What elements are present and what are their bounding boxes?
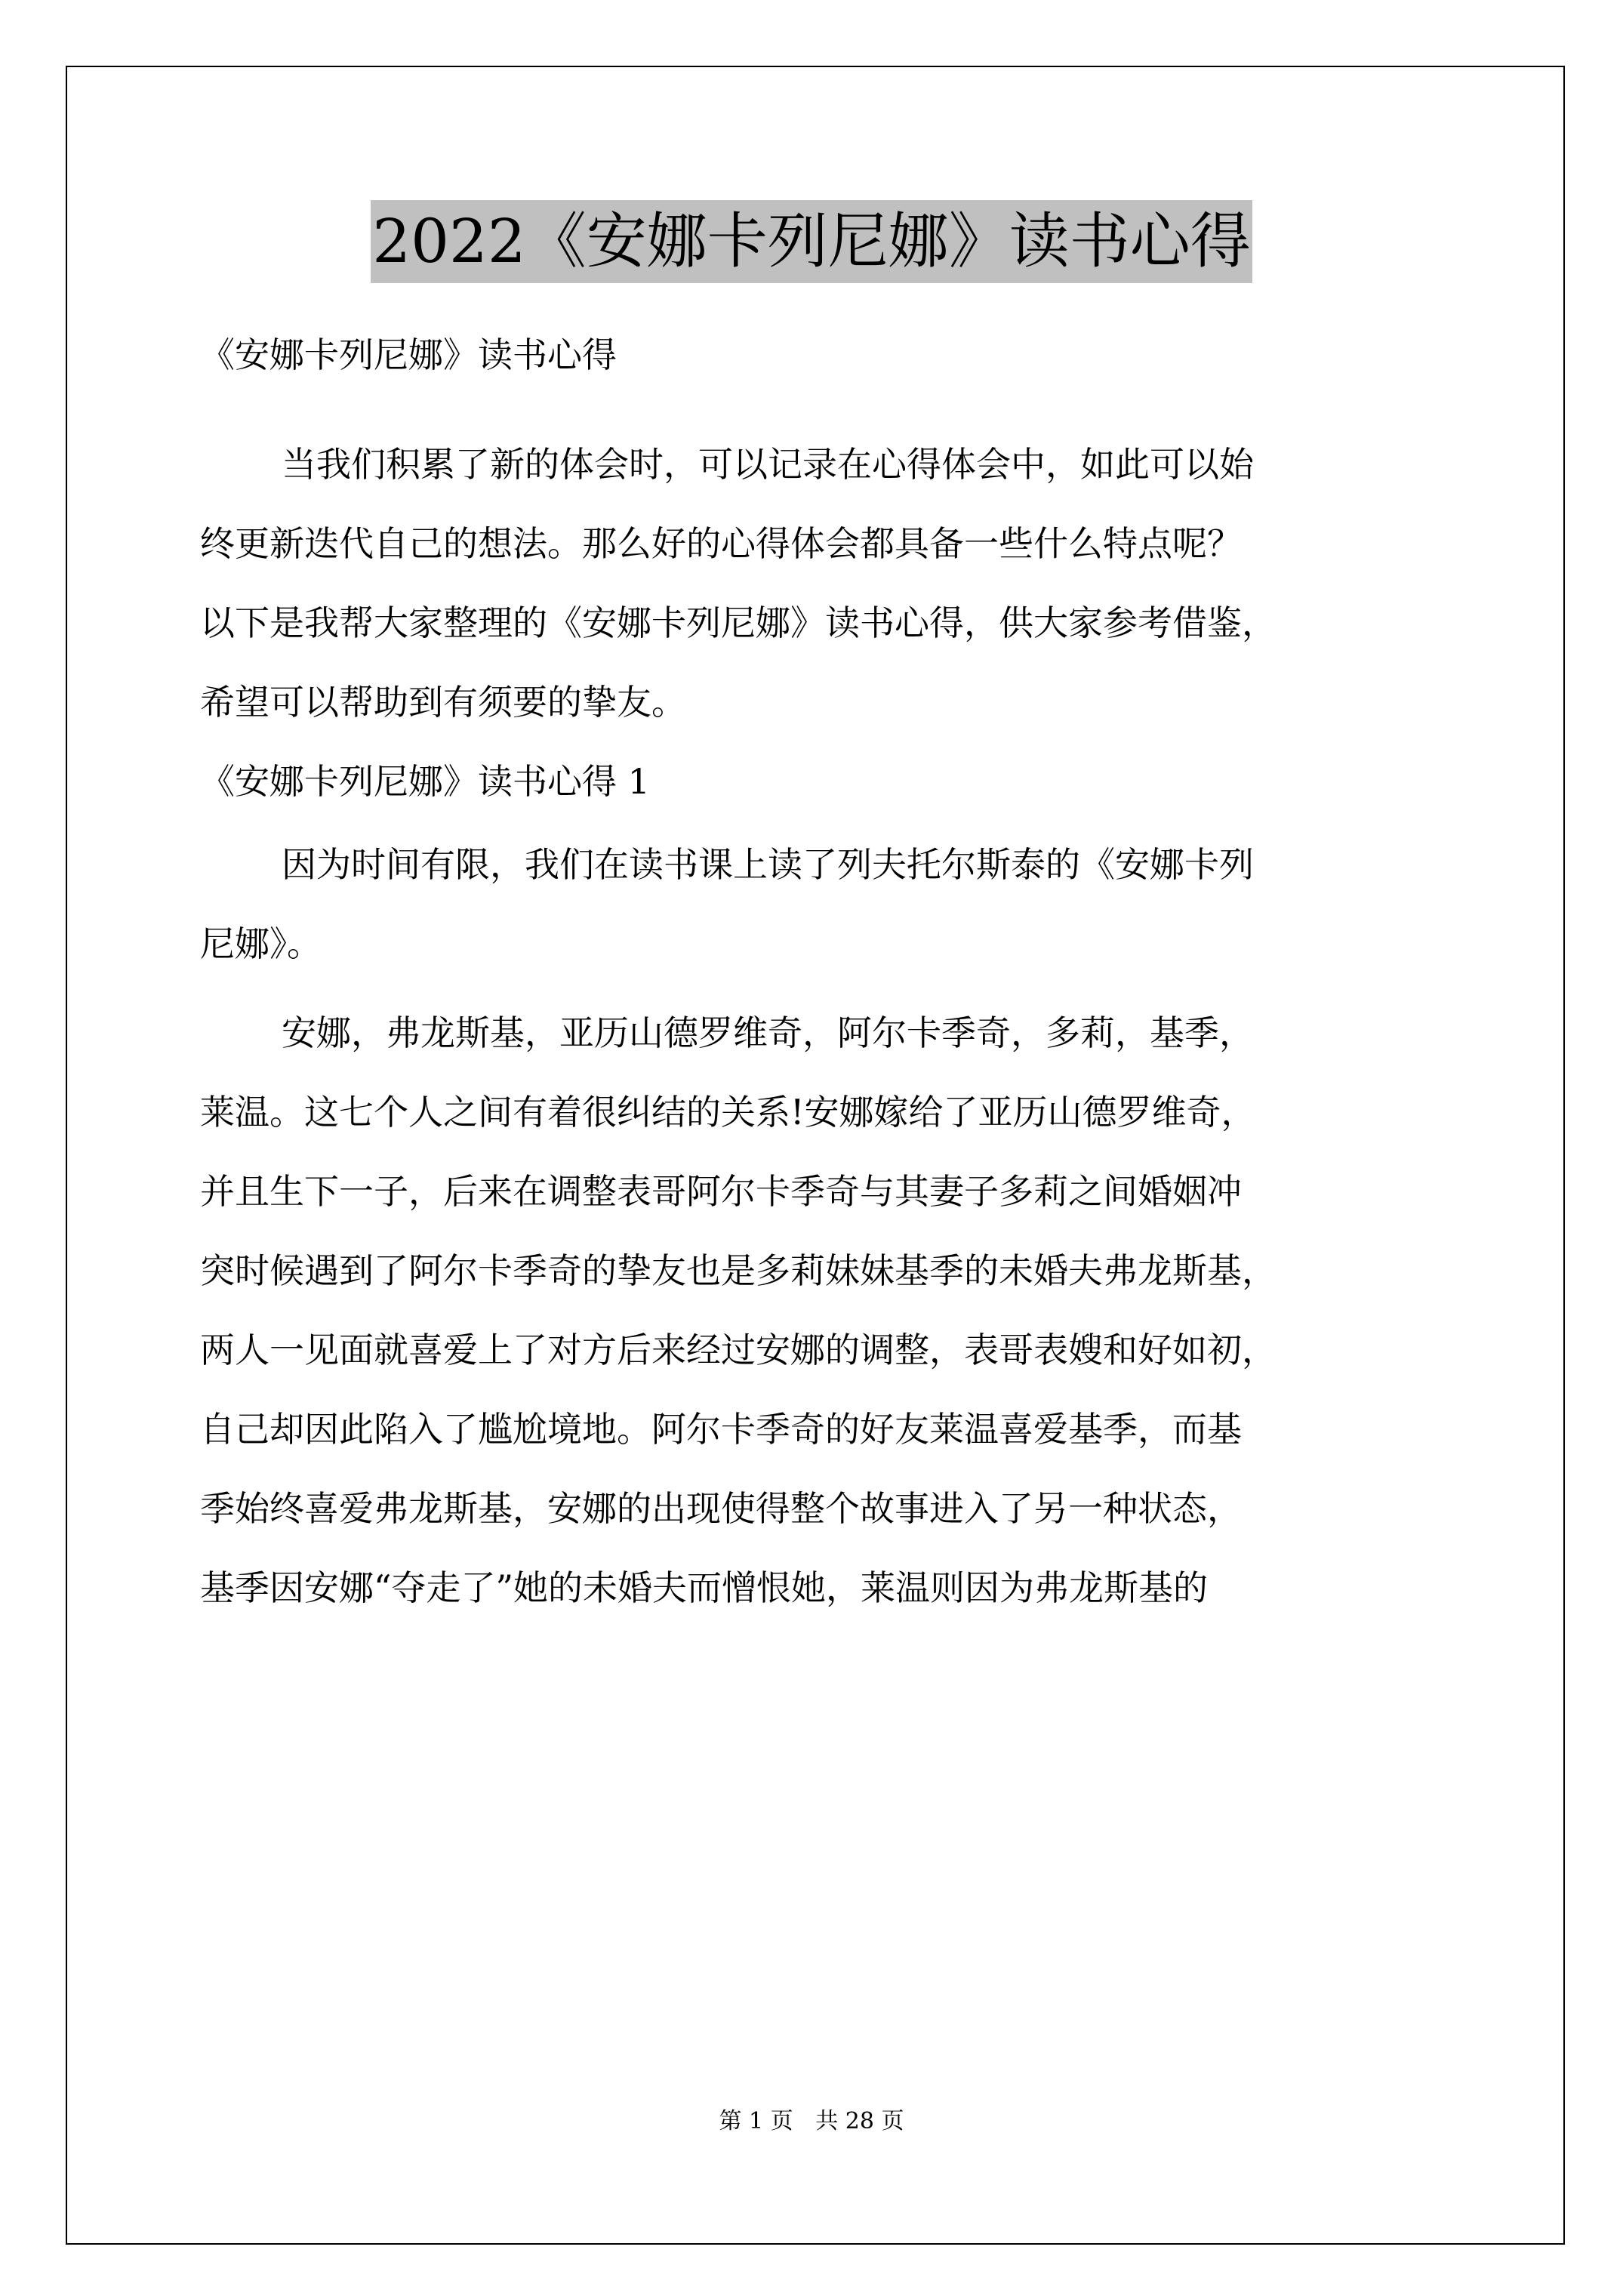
paragraph-line: 因为时间有限，我们在读书课上读了列夫托尔斯泰的《安娜卡列 [282, 844, 1254, 885]
paragraph-line: 两人一见面就喜爱上了对方后来经过安娜的调整，表哥表嫂和好如初， [200, 1330, 1277, 1370]
paragraph-line: 安娜，弗龙斯基，亚历山德罗维奇，阿尔卡季奇，多莉，基季， [282, 1012, 1254, 1053]
page-total: 共 28 页 [815, 2108, 904, 2134]
paragraph-line: 自己却因此陷入了尴尬境地。阿尔卡季奇的好友莱温喜爱基季，而基 [200, 1409, 1242, 1450]
section-heading: 《安娜卡列尼娜》读书心得 1 [200, 761, 650, 802]
paragraph-line: 尼娜》。 [200, 923, 322, 964]
paragraph-line: 莱温。这七个人之间有着很纠结的关系!安娜嫁给了亚历山德罗维奇， [200, 1092, 1256, 1133]
paragraph-line: 并且生下一子，后来在调整表哥阿尔卡季奇与其妻子多莉之间婚姻冲 [200, 1171, 1242, 1212]
paragraph-line: 希望可以帮助到有须要的挚友。 [200, 682, 686, 723]
paragraph-line: 以下是我帮大家整理的《安娜卡列尼娜》读书心得，供大家参考借鉴， [200, 603, 1277, 643]
paragraph-line: 终更新迭代自己的想法。那么好的心得体会都具备一些什么特点呢？ [200, 523, 1242, 564]
page-border [66, 66, 1565, 2245]
paragraph-line: 季始终喜爱弗龙斯基，安娜的出现使得整个故事进入了另一种状态， [200, 1488, 1242, 1529]
paragraph-line: 突时候遇到了阿尔卡季奇的挚友也是多莉妹妹基季的未婚夫弗龙斯基， [200, 1250, 1277, 1291]
page-number: 第 1 页 [719, 2108, 793, 2134]
page-footer [0, 2106, 1623, 2137]
paragraph-line: 基季因安娜“夺走了”她的未婚夫而憎恨她，莱温则因为弗龙斯基的 [200, 1567, 1209, 1608]
document-title: 2022《安娜卡列尼娜》读书心得 [371, 200, 1252, 283]
section-heading: 《安娜卡列尼娜》读书心得 [200, 334, 617, 375]
paragraph-line: 当我们积累了新的体会时，可以记录在心得体会中，如此可以始 [282, 444, 1254, 485]
title-container [0, 200, 1623, 283]
